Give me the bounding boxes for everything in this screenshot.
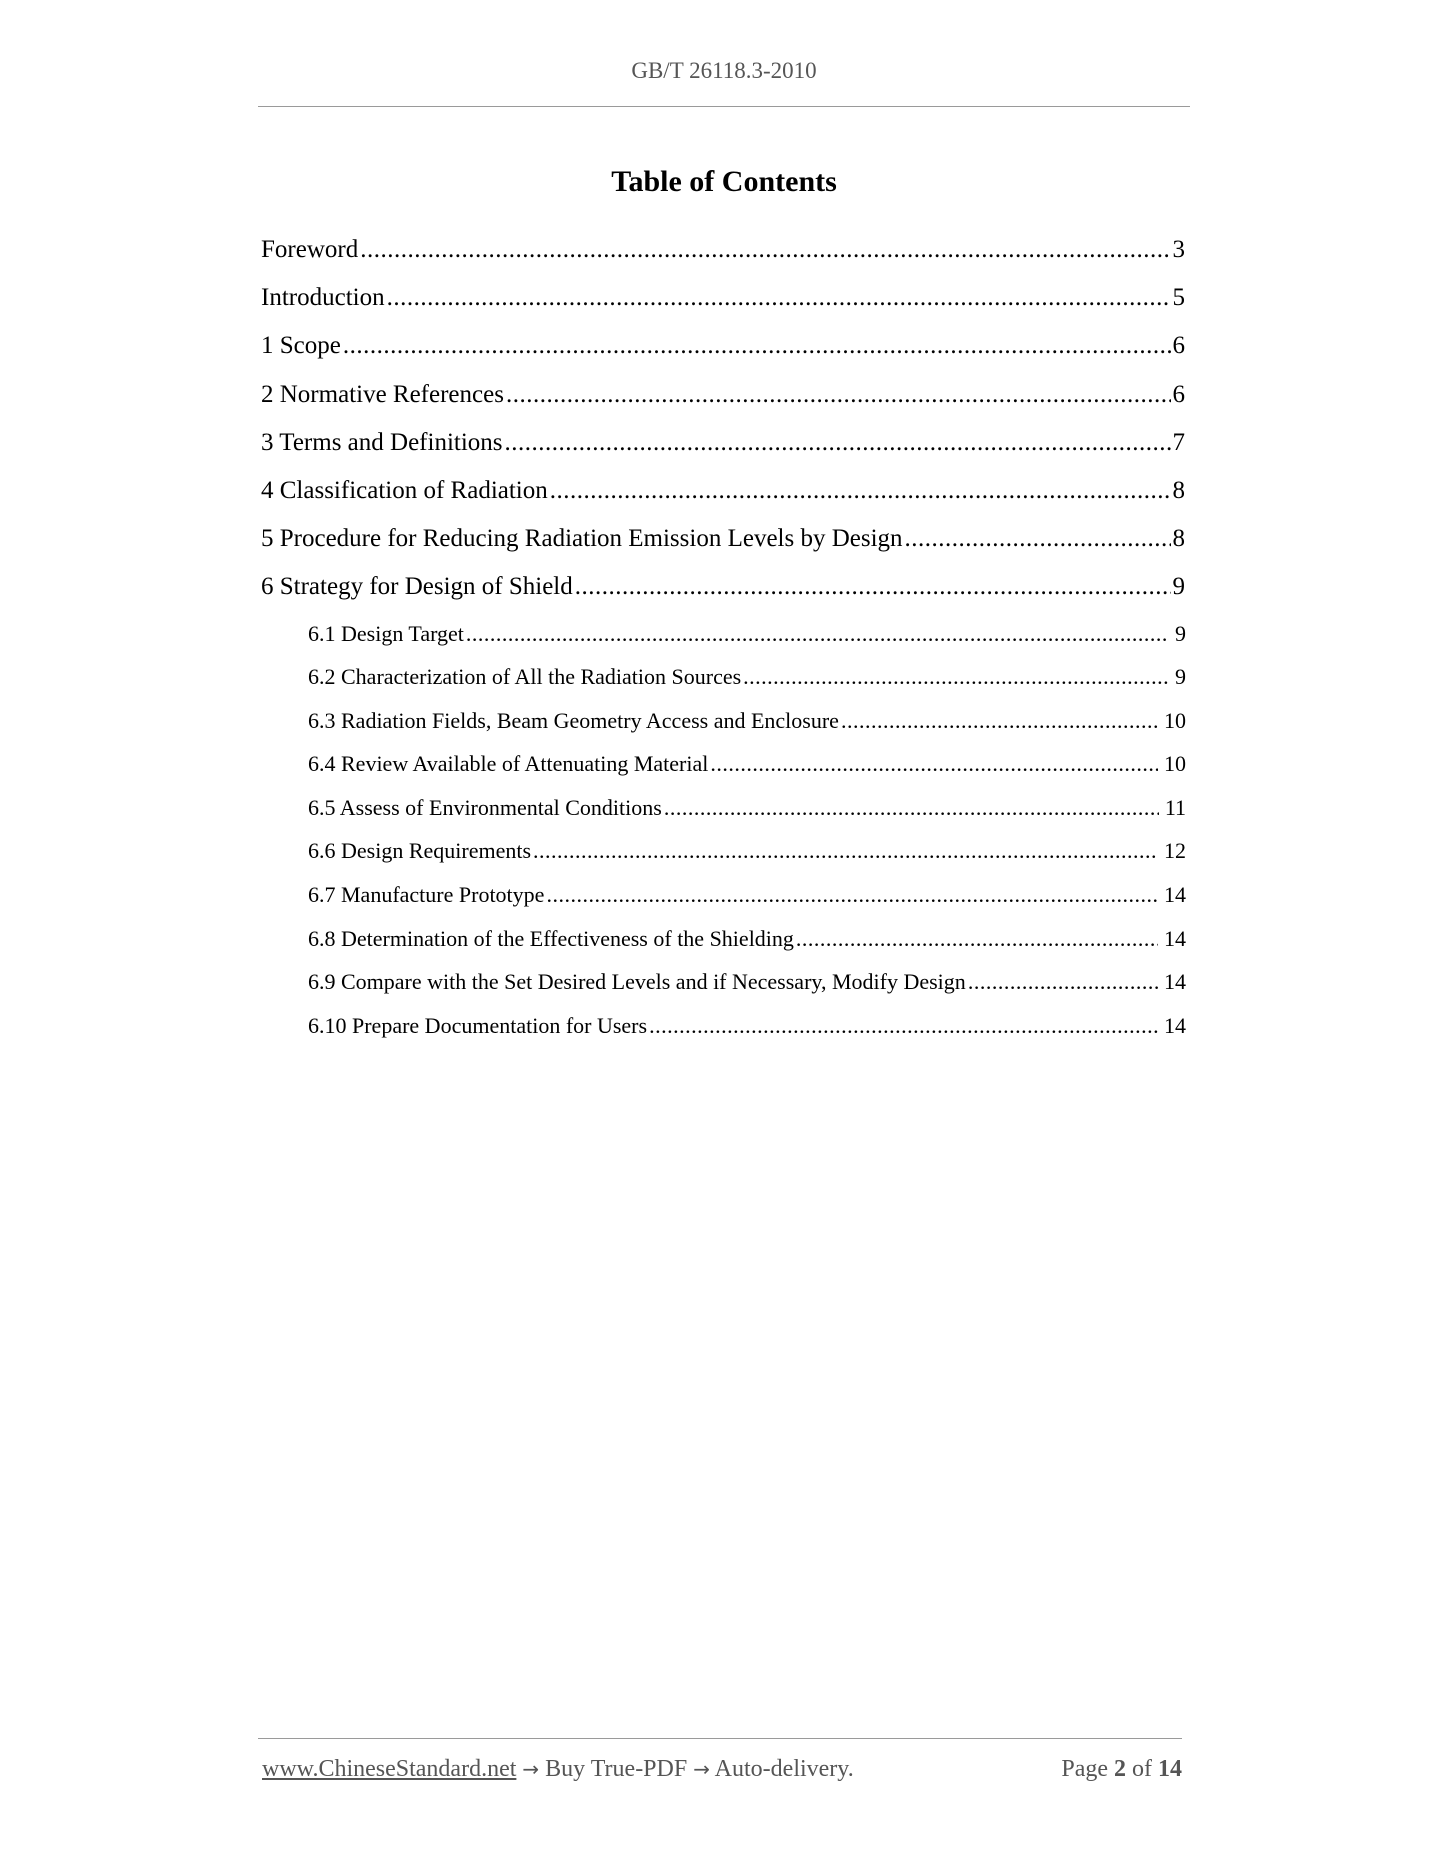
total-pages: 14 [1158,1756,1182,1782]
toc-entry-label: 4 Classification of Radiation [261,476,548,504]
dot-leader [968,960,1158,1004]
dot-leader [664,786,1159,830]
toc-entry-page: 11 [1164,794,1186,820]
toc-entry-introduction[interactable] [261,274,1185,322]
toc-entry-page: 6 [1172,332,1185,360]
toc-entry-page: 6 [1172,380,1185,408]
dot-leader [550,467,1171,515]
toc-entry-page: 14 [1164,1012,1186,1038]
toc-entry-foreword[interactable] [261,226,1185,274]
of-word: of [1132,1756,1152,1782]
toc-entry-label: 2 Normative References [261,380,504,408]
arrow-right-icon: → [693,1757,710,1781]
dot-leader [796,917,1158,961]
dot-leader [649,1004,1158,1048]
toc-entry-label: 5 Procedure for Reducing Radiation Emission Levels by Design [261,525,903,553]
auto-delivery-text: Auto-delivery. [714,1756,854,1782]
toc-entry-page: 14 [1164,969,1186,995]
toc-subentry-6-4[interactable] [261,742,1186,786]
toc-subentry-6-3[interactable] [261,699,1186,743]
toc-title: Table of Contents [611,165,837,198]
footer-promo [262,1756,854,1783]
document-id-header: GB/T 26118.3-2010 [631,58,817,83]
toc-entry-label: 6 Strategy for Design of Shield [261,573,573,601]
toc-entry-label: 6.8 Determination of the Effectiveness of the Shielding [308,925,794,951]
current-page: 2 [1114,1756,1126,1782]
toc-subentry-6-1[interactable] [261,612,1186,656]
toc-entry-label: 6.2 Characterization of All the Radiation Sources [308,664,742,690]
toc-entry-label: 6.4 Review Available of Attenuating Material [308,751,709,777]
dot-leader [841,699,1158,743]
buy-pdf-text: Buy True-PDF [545,1756,688,1782]
website-link[interactable]: www.ChineseStandard.net [262,1756,517,1782]
toc-entry-terms-and-definitions[interactable] [261,419,1185,467]
toc-subentry-6-7[interactable] [261,873,1186,917]
toc-entry-page: 7 [1172,428,1185,456]
dot-leader [505,419,1171,467]
toc-subentry-6-6[interactable] [261,829,1186,873]
table-of-contents [261,226,1185,1047]
toc-entry-strategy[interactable] [261,563,1185,611]
toc-entry-procedure[interactable] [261,515,1185,563]
footer-divider [258,1738,1182,1739]
toc-entry-page: 3 [1172,236,1185,263]
page-number [1061,1756,1182,1783]
toc-entry-classification-of-radiation[interactable] [261,467,1185,515]
toc-entry-label: 6.6 Design Requirements [308,838,532,864]
header-divider [258,106,1190,107]
dot-leader [905,515,1171,563]
dot-leader [387,274,1171,322]
toc-entry-page: 12 [1164,838,1186,864]
toc-entry-label: Foreword [261,236,359,263]
toc-entry-label: 6.10 Prepare Documentation for Users [308,1012,648,1038]
toc-entry-normative-references[interactable] [261,371,1185,419]
toc-entry-page: 5 [1172,284,1185,312]
toc-entry-page: 14 [1164,925,1186,951]
dot-leader [506,371,1171,419]
dot-leader [533,829,1158,873]
toc-entry-label: 1 Scope [261,332,341,360]
toc-entry-page: 8 [1172,525,1185,553]
arrow-right-icon: → [522,1757,540,1781]
toc-entry-page: 14 [1164,882,1186,908]
dot-leader [466,612,1169,656]
dot-leader [743,655,1169,699]
toc-entry-label: 6.1 Design Target [308,620,464,646]
toc-entry-page: 9 [1175,664,1186,690]
toc-entry-page: 9 [1172,573,1185,601]
toc-entry-page: 9 [1175,620,1186,646]
toc-entry-label: Introduction [261,284,385,312]
page-word: Page [1061,1756,1108,1782]
toc-entry-page: 10 [1164,751,1186,777]
dot-leader [343,322,1171,370]
toc-entry-label: 6.9 Compare with the Set Desired Levels and if Necessary, Modify Design [308,969,966,995]
toc-subentry-6-9[interactable] [261,960,1186,1004]
toc-subentry-6-8[interactable] [261,917,1186,961]
toc-subentry-6-10[interactable] [261,1004,1186,1048]
page-footer [262,1756,1182,1783]
dot-leader [546,873,1158,917]
dot-leader [360,226,1170,274]
toc-entry-scope[interactable] [261,322,1185,370]
toc-subentry-6-2[interactable] [261,655,1186,699]
toc-entry-label: 3 Terms and Definitions [261,428,503,456]
toc-subentry-6-5[interactable] [261,786,1186,830]
toc-entry-page: 8 [1172,476,1185,504]
dot-leader [710,742,1158,786]
toc-entry-label: 6.7 Manufacture Prototype [308,882,545,908]
toc-entry-label: 6.5 Assess of Environmental Conditions [308,794,662,820]
dot-leader [575,563,1171,611]
toc-entry-page: 10 [1164,707,1186,733]
toc-entry-label: 6.3 Radiation Fields, Beam Geometry Access and Enclosure [308,707,839,733]
